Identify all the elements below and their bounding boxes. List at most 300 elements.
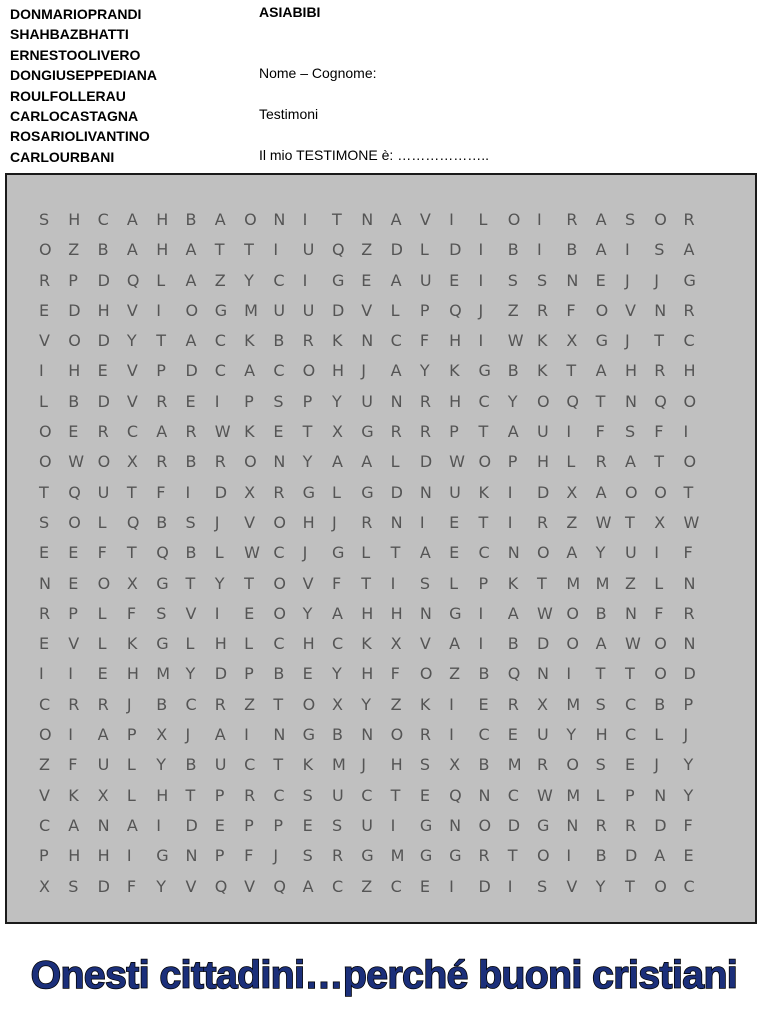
grid-letter: J [478,300,484,320]
grid-letter: O [39,240,52,260]
grid-letter: O [683,391,697,411]
word-list-item: ROSARIOLIVANTINO [10,128,150,145]
grid-letter: R [97,422,109,442]
grid-letter: E [449,270,460,290]
grid-letter: R [624,815,637,835]
grid-letter: E [507,725,518,745]
grid-letter: D [185,815,198,835]
grid-letter: K [449,361,460,381]
grid-letter: C [244,755,256,775]
grid-letter: P [683,694,694,714]
grid-letter: G [683,270,696,290]
grid-letter: U [97,482,110,502]
grid-letter: R [302,331,314,351]
grid-letter: B [273,664,285,684]
grid-letter: B [156,512,168,532]
grid-letter: R [683,603,695,623]
grid-letter: Z [624,573,636,593]
grid-letter: K [302,755,314,775]
grid-letter: N [361,210,374,229]
grid-letter: A [331,452,343,472]
grid-letter: T [624,512,635,532]
grid-letter: A [654,846,666,866]
grid-letter: R [39,603,51,623]
grid-letter: L [390,452,400,472]
grid-letter: E [214,815,225,835]
grid-letter: J [654,755,659,775]
grid-letter: Q [273,876,286,896]
grid-letter: N [566,270,579,290]
grid-letter: L [244,634,253,654]
grid-letter: L [654,573,664,593]
grid-letter: U [361,815,373,835]
grid-letter: S [624,210,636,229]
grid-letter: I [39,361,44,381]
grid-letter: Z [507,300,519,320]
grid-letter: G [156,573,169,593]
grid-letter: T [624,664,635,684]
grid-letter: F [156,482,166,502]
grid-letter: B [507,634,519,654]
grid-letter: Y [244,270,254,290]
grid-letter: G [214,300,228,320]
grid-letter: T [156,331,166,351]
grid-letter: T [185,573,196,593]
grid-letter: U [302,300,315,320]
grid-letter: B [185,452,197,472]
grid-letter: I [566,664,572,684]
word-list-item: SHAHBAZBHATTI [10,26,129,43]
grid-letter: E [39,300,50,320]
grid-letter: H [214,634,227,654]
grid-letter: I [390,573,396,593]
grid-letter: L [595,785,605,805]
grid-letter: K [537,331,548,351]
grid-letter: V [419,210,431,229]
grid-letter: C [39,815,51,835]
grid-letter: Y [214,573,225,593]
grid-letter: X [39,876,50,896]
grid-letter: K [478,482,489,502]
grid-letter: I [39,664,44,684]
grid-letter: L [419,240,429,260]
grid-letter: F [683,815,693,835]
grid-letter: C [214,331,226,351]
grid-letter: H [97,300,110,320]
grid-letter: C [624,694,637,714]
grid-letter: A [595,482,607,502]
grid-letter: H [361,664,374,684]
grid-letter: S [507,270,518,290]
grid-letter: V [302,573,314,593]
grid-letter: T [654,452,665,472]
grid-letter: A [507,422,519,442]
grid-letter: O [419,664,433,684]
grid-letter: J [361,755,366,775]
grid-letter: E [683,846,694,866]
grid-letter: H [624,361,637,381]
grid-letter: A [68,815,80,835]
grid-letter: P [478,573,489,593]
grid-letter: S [419,573,431,593]
grid-letter: R [97,694,109,714]
grid-letter: Z [449,664,461,684]
grid-letter: I [537,210,542,229]
grid-letter: Z [390,694,402,714]
grid-letter: A [97,725,109,745]
grid-letter: L [39,391,48,411]
grid-letter: L [331,482,341,502]
grid-letter: I [478,634,484,654]
grid-letter: X [390,634,402,654]
grid-letter: V [566,876,578,896]
grid-letter: U [624,543,637,563]
word-search-panel [5,173,757,924]
grid-letter: O [478,452,492,472]
grid-letter: C [390,876,402,896]
grid-letter: A [302,876,314,896]
grid-letter: R [361,512,373,532]
grid-letter: V [68,634,80,654]
grid-letter: R [537,755,549,775]
grid-letter: K [244,422,255,442]
grid-letter: O [624,482,638,502]
grid-letter: D [390,240,403,260]
grid-letter: S [68,876,79,896]
grid-letter: H [595,725,608,745]
grid-letter: C [273,543,285,563]
grid-letter: R [419,725,431,745]
grid-letter: F [654,603,664,623]
grid-letter: T [390,543,401,563]
grid-letter: P [244,815,254,835]
grid-letter: R [390,422,402,442]
grid-letter: E [624,755,636,775]
grid-letter: O [39,725,52,745]
grid-letter: L [478,210,488,229]
grid-letter: H [68,846,81,866]
grid-letter: D [390,482,403,502]
grid-letter: M [566,785,581,805]
grid-letter: A [683,240,695,260]
grid-letter: F [126,603,137,623]
grid-letter: I [507,482,513,502]
grid-letter: C [273,270,285,290]
grid-letter: O [390,725,404,745]
grid-letter: I [449,876,454,896]
grid-letter: C [390,331,402,351]
grid-letter: Y [331,391,342,411]
grid-letter: L [361,543,371,563]
grid-letter: H [156,785,169,805]
grid-letter: P [68,603,78,623]
grid-letter: C [478,391,490,411]
grid-letter: L [390,300,400,320]
grid-letter: T [302,422,313,442]
grid-letter: X [537,694,549,714]
word-list-item: ERNESTOOLIVERO [10,46,141,63]
grid-letter: N [683,634,696,654]
grid-letter: M [566,573,581,593]
grid-letter: I [478,240,484,260]
grid-letter: Z [214,270,226,290]
grid-letter: A [185,331,197,351]
grid-letter: B [595,846,607,866]
word-list-item: CARLOURBANI [10,148,115,165]
grid-letter: R [566,210,578,229]
grid-letter: G [419,846,433,866]
grid-letter: I [419,512,425,532]
grid-letter: V [185,876,197,896]
grid-letter: O [68,331,81,351]
grid-letter: N [273,452,286,472]
grid-letter: O [537,846,550,866]
grid-letter: B [566,240,578,260]
grid-letter: I [214,391,220,411]
grid-letter: R [68,694,80,714]
grid-letter: Q [449,300,462,320]
grid-letter: C [478,725,490,745]
grid-letter: C [507,785,519,805]
grid-letter: Y [302,452,313,472]
grid-letter: F [244,846,254,866]
grid-letter: T [39,482,49,502]
grid-letter: E [68,573,79,593]
grid-letter: A [390,210,402,229]
grid-letter: A [214,725,226,745]
grid-letter: S [273,391,284,411]
grid-letter: B [507,240,519,260]
grid-letter: Y [419,361,430,381]
grid-letter: D [507,815,521,835]
grid-letter: R [683,300,695,320]
grid-letter: H [537,452,550,472]
grid-letter: D [214,482,228,502]
grid-letter: T [126,543,137,563]
grid-letter: C [214,361,226,381]
grid-letter: G [537,815,550,835]
grid-letter: E [39,543,50,563]
grid-letter: C [97,210,109,229]
grid-letter: I [654,543,659,563]
grid-letter: A [390,361,402,381]
grid-letter: R [39,270,51,290]
grid-letter: R [214,452,226,472]
grid-letter: U [537,725,549,745]
grid-letter: S [302,785,313,805]
grid-letter: O [507,210,521,229]
grid-letter: U [449,482,461,502]
grid-letter: U [331,785,344,805]
grid-letter: S [537,876,548,896]
grid-letter: G [331,543,345,563]
grid-letter: T [273,755,284,775]
grid-letter: D [419,452,433,472]
grid-letter: V [624,300,636,320]
grid-letter: S [624,422,636,442]
grid-letter: A [566,543,578,563]
grid-letter: L [214,543,224,563]
grid-letter: D [185,361,198,381]
grid-letter: Y [566,725,577,745]
grid-letter: R [244,785,256,805]
grid-letter: L [185,634,195,654]
grid-letter: A [361,452,373,472]
grid-letter: V [244,876,256,896]
grid-letter: S [419,755,431,775]
grid-letter: A [126,815,138,835]
grid-letter: N [654,300,667,320]
grid-letter: I [683,422,689,442]
grid-letter: H [331,361,344,381]
grid-letter: U [302,240,315,260]
grid-letter: Z [566,512,578,532]
grid-letter: F [566,300,576,320]
grid-letter: N [419,603,432,623]
grid-letter: O [97,573,111,593]
grid-letter: J [214,512,220,532]
grid-letter: N [97,815,110,835]
grid-letter: V [39,785,50,805]
grid-letter: I [68,725,74,745]
grid-letter: E [478,694,489,714]
grid-letter: R [214,694,226,714]
grid-letter: R [654,361,666,381]
grid-letter: X [566,331,578,351]
grid-letter: X [331,694,343,714]
grid-letter: O [302,694,316,714]
grid-letter: O [68,512,81,532]
grid-letter: E [68,422,79,442]
grid-letter: K [244,331,255,351]
grid-letter: R [273,482,285,502]
grid-letter: O [654,482,667,502]
grid-letter: A [419,543,431,563]
grid-letter: C [331,634,344,654]
grid-letter: Y [126,331,137,351]
grid-letter: I [566,422,572,442]
grid-letter: J [302,543,308,563]
grid-letter: N [683,573,696,593]
word-search-grid [39,205,713,902]
grid-letter: A [185,240,197,260]
grid-letter: A [244,361,256,381]
grid-letter: I [244,725,249,745]
grid-letter: V [39,331,50,351]
grid-letter: F [419,331,430,351]
grid-letter: T [537,573,547,593]
grid-letter: C [683,331,695,351]
grid-letter: O [566,634,579,654]
grid-letter: A [507,603,519,623]
footer-title: Onesti cittadini…perché buoni cristiani [30,954,738,997]
grid-letter: O [566,755,579,775]
grid-letter: L [97,512,107,532]
grid-letter: E [419,785,430,805]
grid-letter: G [361,846,374,866]
grid-letter: J [624,270,630,290]
grid-letter: W [507,331,524,351]
grid-letter: I [478,603,484,623]
grid-letter: J [654,270,659,290]
grid-letter: C [478,543,490,563]
grid-letter: E [244,603,255,623]
grid-letter: S [595,755,606,775]
grid-letter: R [156,391,168,411]
grid-letter: P [624,785,635,805]
grid-letter: R [419,422,431,442]
grid-letter: A [595,361,607,381]
grid-letter: O [185,300,199,320]
grid-letter: N [624,603,637,623]
grid-letter: W [214,422,231,442]
grid-letter: N [449,815,462,835]
grid-letter: N [390,512,403,532]
grid-letter: I [273,240,279,260]
grid-letter: B [185,543,197,563]
grid-letter: W [624,634,641,654]
grid-letter: T [361,573,372,593]
grid-letter: D [97,270,110,290]
grid-letter: R [595,815,607,835]
grid-letter: A [449,634,461,654]
grid-letter: Y [156,876,166,896]
grid-letter: D [449,240,462,260]
grid-letter: S [595,694,606,714]
grid-letter: O [97,452,111,472]
grid-letter: O [683,452,697,472]
grid-letter: S [654,240,665,260]
grid-letter: T [244,573,254,593]
grid-letter: B [507,361,519,381]
grid-letter: Y [595,876,606,896]
grid-letter: T [273,694,284,714]
grid-letter: N [390,391,403,411]
grid-letter: K [361,634,372,654]
grid-letter: A [595,210,607,229]
grid-letter: M [244,300,258,320]
grid-letter: H [302,634,315,654]
grid-letter: W [537,785,553,805]
grid-letter: B [331,725,343,745]
grid-letter: D [68,300,81,320]
grid-letter: C [683,876,695,896]
grid-letter: E [97,361,108,381]
grid-letter: Q [331,240,345,260]
grid-letter: H [126,664,139,684]
grid-letter: Y [156,755,166,775]
grid-letter: B [595,603,607,623]
grid-letter: C [331,876,344,896]
grid-letter: P [214,846,225,866]
grid-letter: V [185,603,197,623]
grid-letter: N [39,573,51,593]
grid-letter: W [449,452,465,472]
grid-letter: V [126,361,138,381]
grid-letter: Z [39,755,50,775]
grid-letter: L [97,634,107,654]
grid-letter: Z [361,876,373,896]
grid-letter: N [478,785,491,805]
grid-letter: P [273,815,284,835]
extra-word: ASIABIBI [259,4,321,20]
grid-letter: W [683,512,700,532]
grid-letter: T [126,482,137,502]
grid-letter: R [156,452,168,472]
grid-letter: L [654,725,664,745]
grid-letter: G [419,815,433,835]
grid-letter: N [185,846,198,866]
